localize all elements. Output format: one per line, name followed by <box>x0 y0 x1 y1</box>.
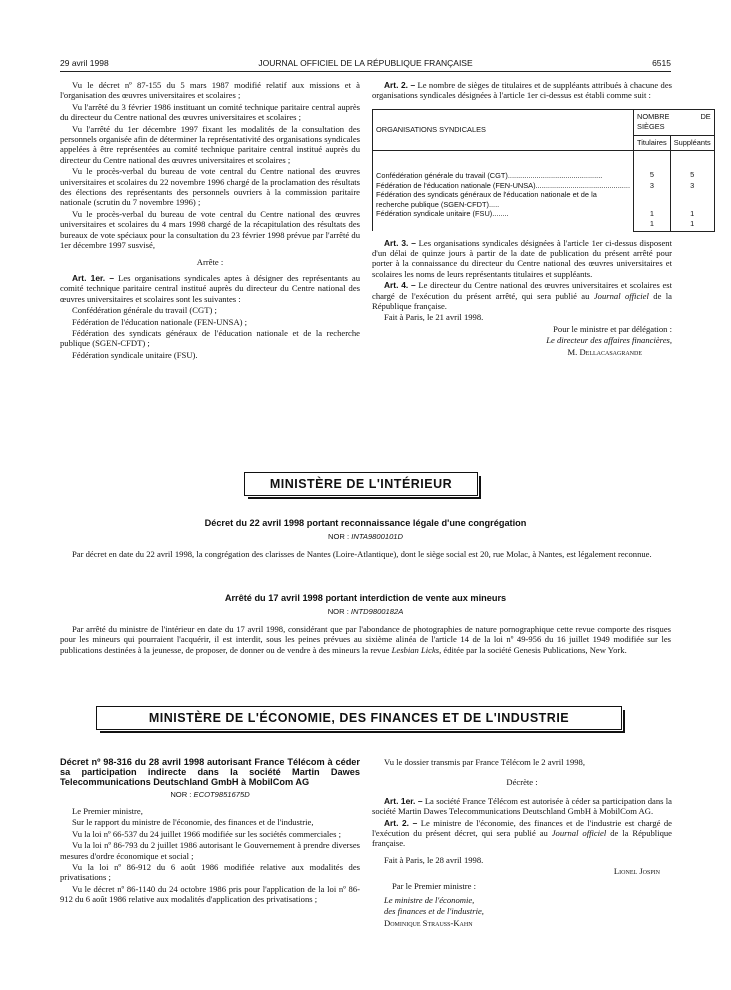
nor-code: INTA9800101D <box>351 532 403 541</box>
visa: Vu l'arrêté du 3 février 1986 instituant un comité technique paritaire central auprès du directeur du Centre national des œuvres universitaires et scolaires ; <box>60 101 360 123</box>
visa: Vu la loi nº 66-537 du 24 juillet 1966 modifiée sur les sociétés commerciales ; <box>72 828 341 839</box>
minister-role <box>372 906 672 916</box>
article-4 <box>372 280 672 311</box>
article-label: Art. 1er. – <box>384 795 423 806</box>
journal-ref: Journal officiel <box>593 290 649 301</box>
nor-code: ECOT9851675D <box>193 789 250 799</box>
decree-title: Décret du 22 avril 1998 portant reconnaissance légale d'une congrégation <box>204 518 527 528</box>
org-name: Fédération de l'éducation nationale (FEN-UNSA).............................................. <box>376 180 631 190</box>
org-name: Fédération des syndicats généraux de l'éducation nationale et de la recherche publique (SGEN-CFDT)..... <box>376 190 597 209</box>
visa: Vu l'arrêté du 1er décembre 1997 fixant les modalités de la consultation des personnels organisée afin de déterminer la représentativité des organisations syndicales appelées à être représentées au comité technique paritaire central institué auprès du directeur du Centre national des œuvres universitaires et scolaires ; <box>60 123 360 165</box>
value: 3 <box>649 181 654 191</box>
header-rule <box>60 71 671 72</box>
org-cell <box>373 151 634 232</box>
col-header-org: ORGANISATIONS SYNDICALES <box>373 109 634 150</box>
nor-label: NOR : <box>170 789 194 799</box>
nor-label: NOR : <box>327 607 351 616</box>
org-item: Confédération générale du travail (CGT) ; <box>72 305 217 316</box>
nor-label: NOR : <box>328 532 352 541</box>
fait-a: Fait à Paris, le 28 avril 1998. <box>384 854 484 865</box>
journal-ref: Journal officiel <box>551 828 607 839</box>
ministry-banner-economie: MINISTÈRE DE L'ÉCONOMIE, DES FINANCES ET DE L'INDUSTRIE <box>96 706 622 730</box>
article-label: Art. 3. – <box>384 237 416 248</box>
minister-role-line: des finances et de l'industrie, <box>384 906 484 917</box>
article-text: Les organisations syndicales désignées à l'article 1er ci-dessus disposent d'un délai de quinze jours à partir de la date de publication du présent arrêté pour porter à la connaissance du directeur du Centre national des œuvres universitaires et scolaires les noms de leurs représentants titulaires et suppléants. <box>372 237 672 279</box>
col-header-titulaires: Titulaires <box>634 135 671 150</box>
decree-title: Décret nº 98-316 du 28 avril 1998 autorisant France Télécom à céder sa participation indirecte dans la société Martin Dawes Telecommunications Deutschland GmbH à MobilCom AG <box>60 757 360 788</box>
col-header-suppleants: Suppléants <box>670 135 714 150</box>
article-label: Art. 2. – <box>384 80 416 90</box>
arrete-text <box>60 624 671 655</box>
article-text: Le directeur du Centre national des œuvres universitaires et scolaires est chargé de l'exécution du présent arrêté, qui sera publié au <box>372 280 672 301</box>
nor-line <box>60 607 671 616</box>
nor-line <box>60 790 360 800</box>
arrete-body <box>60 624 671 655</box>
visa: Sur le rapport du ministre de l'économie, des finances et de l'industrie, <box>72 817 314 828</box>
visa: Vu le décret nº 86-1140 du 24 octobre 1986 pris pour l'application de la loi nº 86-912 du 6 août 1986 relative aux modalités d'application des privatisations ; <box>60 883 360 905</box>
value: 5 <box>690 170 695 180</box>
value: 1 <box>649 219 654 229</box>
right-column <box>372 80 711 358</box>
visa: Vu le dossier transmis par France Télécom le 2 avril 1998, <box>384 757 585 767</box>
arrete-label: Arrête : <box>196 256 224 267</box>
article-text: de la République française. <box>372 828 672 849</box>
signer-title <box>372 335 672 345</box>
article-2 <box>372 80 672 101</box>
signer-name: Lionel Jospin <box>613 866 660 877</box>
page-header <box>60 58 671 72</box>
visa: Vu le procès-verbal du bureau de vote central du Centre national des œuvres universitaires et scolaires du 22 novembre 1996 chargé de la proclamation des résultats des élections des représentants des personnels ouvriers à la commission paritaire nationale (scrutin du 7 novembre 1996) ; <box>60 166 360 208</box>
value: 1 <box>690 209 695 219</box>
left-column <box>60 80 360 361</box>
value: 1 <box>649 209 654 219</box>
decree-right-column <box>372 757 672 929</box>
article-1 <box>372 796 672 817</box>
table-row <box>373 151 715 232</box>
visa: Vu la loi nº 86-912 du 6 août 1986 modifiée relative aux modalités des privatisations ; <box>60 862 360 883</box>
article-text: Le nombre de sièges de titulaires et de suppléants attribués à chacune des organisations syndicales désignées à l'article 1er ci-dessus est établi comme suit : <box>372 80 672 101</box>
article-1 <box>60 273 360 304</box>
visa: Vu la loi nº 86-793 du 2 juillet 1986 autorisant le Gouvernement à prendre diverses mesures d'ordre économique et social ; <box>60 840 360 861</box>
premier-ministre: Le Premier ministre, <box>72 806 143 817</box>
header-date: 29 avril 1998 <box>60 58 109 68</box>
article-text: La société France Télécom est autorisée à céder sa participation dans la société Martin Dawes Telecommunications Deutschland GmbH à MobilCom AG. <box>372 795 672 817</box>
org-item: Fédération des syndicats généraux de l'éducation nationale et de la recherche publique (SGEN-CFDT) ; <box>60 327 360 349</box>
page-number: 6515 <box>652 58 671 68</box>
article-label: Art. 2. – <box>384 817 418 828</box>
suppleants-cell <box>670 151 714 232</box>
value: 1 <box>690 219 695 229</box>
signer-name: M. Dellacasagrande <box>567 346 642 357</box>
value: 5 <box>649 170 654 180</box>
par-le-premier-ministre: Par le Premier ministre : <box>392 880 477 891</box>
ministry-banner-interieur: MINISTÈRE DE L'INTÉRIEUR <box>244 472 478 496</box>
decree-text: Par décret en date du 22 avril 1998, la congrégation des clarisses de Nantes (Loire-Atlantique), dont le siège social est 20, rue Molac, à Nantes, est légalement reconnue. <box>72 549 652 559</box>
visa: Vu le procès-verbal du bureau de vote central du Centre national des œuvres universitaires et scolaires du 4 mars 1998 chargé de la récapitulation des résultats des bureaux de vote spéciaux pour la consultation du 23 février 1998 prévue par l'arrêté du 1er décembre 1997 susvisé, <box>60 208 360 251</box>
decrete-label: Décrète : <box>506 777 538 788</box>
org-item: Fédération syndicale unitaire (FSU). <box>72 349 198 360</box>
article-3 <box>372 238 672 280</box>
col-header-group: NOMBRE DE SIÈGES <box>634 109 715 135</box>
fait-a: Fait à Paris, le 21 avril 1998. <box>384 312 484 323</box>
revue-title: Lesbian Licks <box>391 644 440 655</box>
decree-left-column <box>60 757 360 906</box>
article-text: Les organisations syndicales aptes à désigner des représentants au comité technique paritaire central institué auprès du directeur du Centre national des œuvres universitaires et scolaires sont les suivantes : <box>60 272 360 304</box>
signer-role: Le directeur des affaires financières, <box>546 335 672 346</box>
arrete-text-part: Par arrêté du ministre de l'intérieur en date du 17 avril 1998, considérant que par l'abondance de photographies de nature pornographique cette revue comporte des risques pour les mineurs qui pourraient l'acquérir, il est interdit, sous les peines prévues au sixième alinéa de l'article 14 de la loi nº 49-956 du 16 juillet 1949 modifiée sur les publications destinées à la jeunesse, de proposer, de donner ou de vendre à des mineurs la revue <box>60 624 671 655</box>
value: 3 <box>690 181 695 191</box>
arrete-text-part: , éditée par la société Genesis Publications, New York. <box>439 644 627 655</box>
arrete-title: Arrêté du 17 avril 1998 portant interdiction de vente aux mineurs <box>224 593 507 603</box>
seats-table <box>372 109 715 232</box>
org-name: Fédération syndicale unitaire (FSU)........ <box>376 209 509 219</box>
header-journal: JOURNAL OFFICIEL DE LA RÉPUBLIQUE FRANÇAISE <box>258 58 473 68</box>
visa: Vu le décret nº 87-155 du 5 mars 1987 modifié relatif aux missions et à l'organisation des œuvres universitaires et scolaires ; <box>60 80 360 101</box>
delegation: Pour le ministre et par délégation : <box>553 323 672 334</box>
org-name: Confédération générale du travail (CGT).............................................. <box>376 171 603 181</box>
article-label: Art. 1er. – <box>72 272 115 283</box>
article-label: Art. 4. – <box>384 280 416 291</box>
titulaires-cell <box>634 151 671 232</box>
org-item: Fédération de l'éducation nationale (FEN-UNSA) ; <box>72 316 248 327</box>
nor-code: INTD9800182A <box>350 607 404 616</box>
decree-body <box>60 549 671 559</box>
article-text: Le ministre de l'économie, des finances et de l'industrie est chargé de l'exécution du présent décret, qui sera publié au <box>372 817 672 839</box>
article-text: de la République française. <box>372 290 672 312</box>
nor-line <box>60 532 671 541</box>
minister-role <box>372 895 672 905</box>
minister-role-line: Le ministre de l'économie, <box>384 895 475 906</box>
article-2 <box>372 818 672 849</box>
signer-name: Dominique Strauss-Kahn <box>384 917 473 928</box>
